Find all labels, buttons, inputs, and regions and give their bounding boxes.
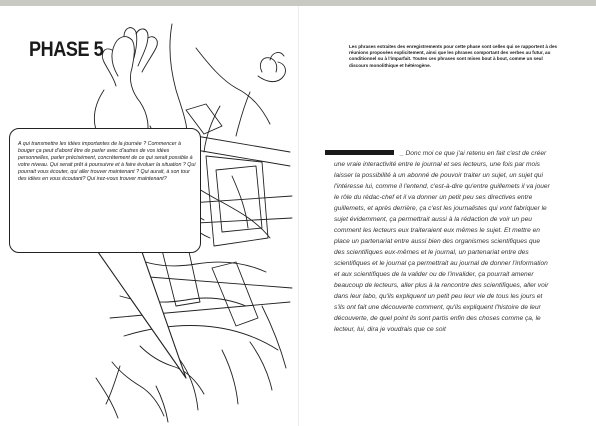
transcript-paragraph: _ Donc moi ce que j'ai retenu en fait c'est de créer une vraie interactivité entre le journal et ses lecteurs, une fois par mois laisser la possibilité à un abonné de pouvoir traiter un sujet, un sujet qui l'intéresse lui, comme il l'entend, c'est-à-dire qu'entre guillemets il va jouer le rôle du rédac-chef et il va donner un petit peu ses directives entre guillemets, et après derrière, ça c'est les journalistes qui vont fabriquer le sujet évidemment, ça permettrait aussi à la rédaction de voir un peu comment les lecteurs eux traiteraient eux mêmes le sujet. Et mettre en place un partenariat entre aussi bien des organismes scientifiques que des scientifiques eux-mêmes et le journal, un partenariat entre des scientifiques et le journal ça permettrait au journal de donner l'information et aux scientifiques de la valider ou de l'invalider, ça pourrait amener beaucoup de lecteurs, aller plus à la rencontre des scientifiques, aller voir dans leur labo, qu'ils expliquent un petit peu leur vie de tous les jours et s'ils ont fait une découverte comment, qu'ils expliquent l'histoire de leur découverte, de quel point ils sont partis enfin des choses comme ça, le lecteur, lui, dira je voudrais que ce soit xyxy=(334,150,550,333)
page-title: PHASE 5 xyxy=(29,38,104,61)
speech-bubble-text: A qui transmettre les idées importantes de la journée ? Commencer à bouger ça peut d'abord être de parler avec d'autres de vos idées personnelles, parler précisément, concrètement de ce qui serait possible à votre niveau. Qui serait prêt à poursuivre et à faire évoluer la situation ? Qui pourrait vous écouter, qui aller trouver maintenant ? Qui aurait, à son tour des idées en vous écoutant? Qui irez-vous trouver maintenant? xyxy=(18,141,196,182)
intro-paragraph: Les phrases extraites des enregistrements pour cette phase sont celles qui se rapportent à des réunions proposées explicitement, ainsi que les phrases comportant des verbes au futur, au conditionnel ou à l'imparfait. Toutes ces phrases sont mises bout à bout, comme un seul discours monolithique et hétérogène. xyxy=(349,44,558,68)
